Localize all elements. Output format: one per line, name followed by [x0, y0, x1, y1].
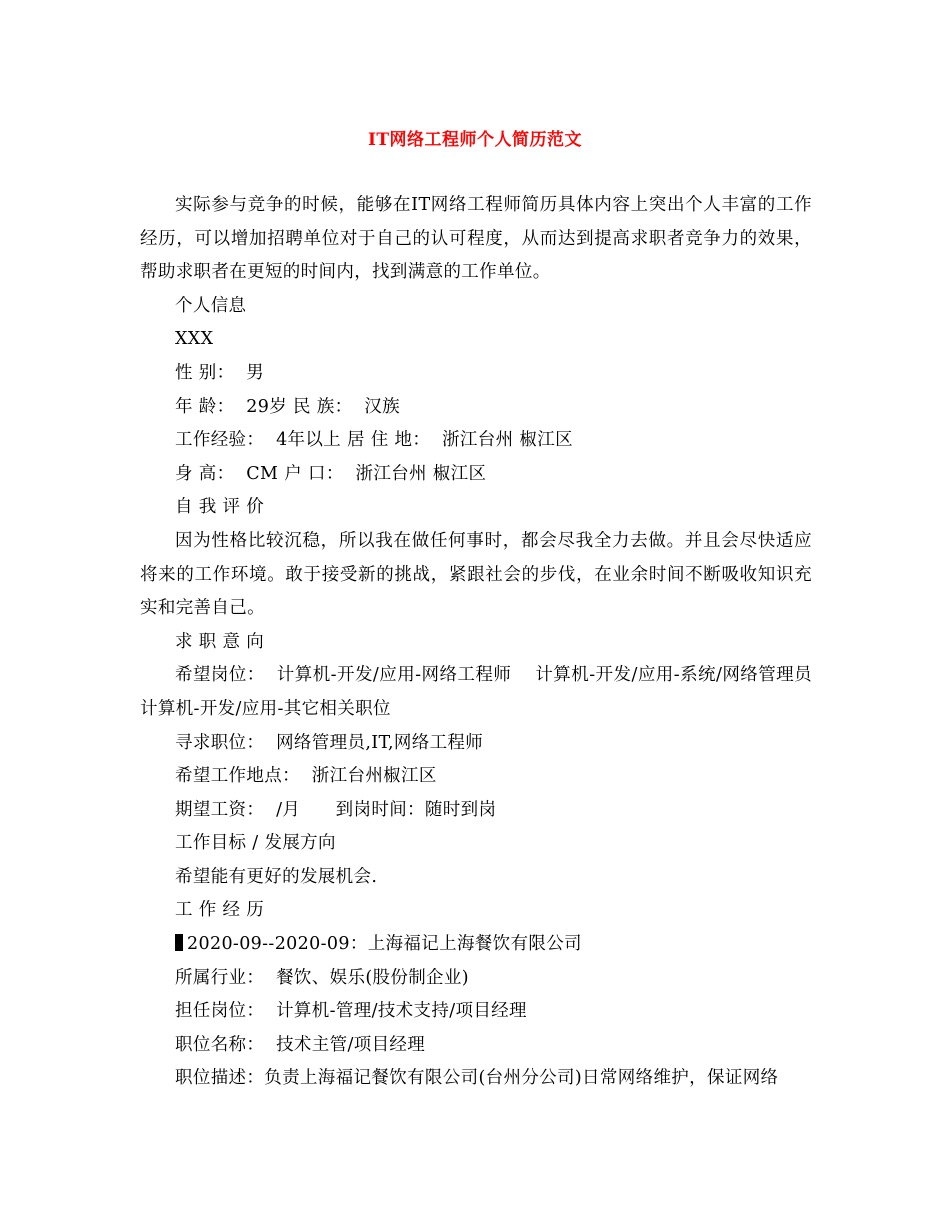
job-intention-heading: 求 职 意 向: [175, 631, 265, 652]
seeking-position: 寻求职位： 网络管理员,IT,网络工程师: [175, 732, 484, 753]
document-title: IT网络工程师个人简历范文: [367, 130, 583, 150]
personal-info-heading: 个人信息: [175, 295, 247, 316]
desired-location: 希望工作地点： 浙江台州椒江区: [175, 766, 437, 787]
bullet-marker-icon: [175, 934, 183, 951]
work-industry: 所属行业： 餐饮、娱乐(股份制企业): [175, 967, 469, 988]
work-job-title: 职位名称： 技术主管/项目经理: [175, 1034, 426, 1055]
self-evaluation-heading: 自 我 评 价: [175, 497, 265, 518]
work-experience-heading: 工 作 经 历: [175, 900, 265, 921]
work-entry-header: [140, 928, 812, 962]
work-description: 职位描述：负责上海福记餐饮有限公司(台州分公司)日常网络维护，保证网络: [175, 1068, 779, 1089]
expected-salary-availability: 期望工资： /月 到岗时间：随时到岗: [175, 799, 497, 820]
document-body: [140, 189, 836, 1096]
work-period-company: 2020-09--2020-09：上海福记上海餐饮有限公司: [187, 934, 582, 955]
career-goal-heading: 工作目标 / 发展方向: [175, 833, 336, 854]
intro-paragraph: 实际参与竞争的时候，能够在IT网络工程师简历具体内容上突出个人丰富的工作经历，可以增加招聘单位对于自己的认可程度，从而达到提高求职者竞争力的效果，帮助求职者在更短的时间内，找到满意的工作单位。: [140, 195, 812, 283]
self-evaluation-text: 因为性格比较沉稳，所以我在做任何事时，都会尽我全力去做。并且会尽快适应将来的工作环境。敢于接受新的挑战，紧跟社会的步伐，在业余时间不断吸收知识充实和完善自己。: [140, 530, 812, 619]
personal-height-hukou: 身 高： CM 户 口： 浙江台州 椒江区: [175, 463, 487, 484]
desired-positions: 希望岗位： 计算机-开发/应用-网络工程师 计算机-开发/应用-系统/网络管理员 计算机-开发/应用-其它相关职位: [140, 665, 836, 719]
personal-age-ethnicity: 年 龄： 29岁 民 族： 汉族: [175, 396, 401, 417]
personal-experience-residence: 工作经验： 4年以上 居 住 地： 浙江台州 椒江区: [175, 430, 573, 451]
personal-gender: 性 别： 男: [175, 362, 265, 383]
work-post: 担任岗位： 计算机-管理/技术支持/项目经理: [175, 1001, 527, 1022]
personal-name: XXX: [175, 329, 214, 350]
career-goal-text: 希望能有更好的发展机会.: [175, 866, 378, 887]
